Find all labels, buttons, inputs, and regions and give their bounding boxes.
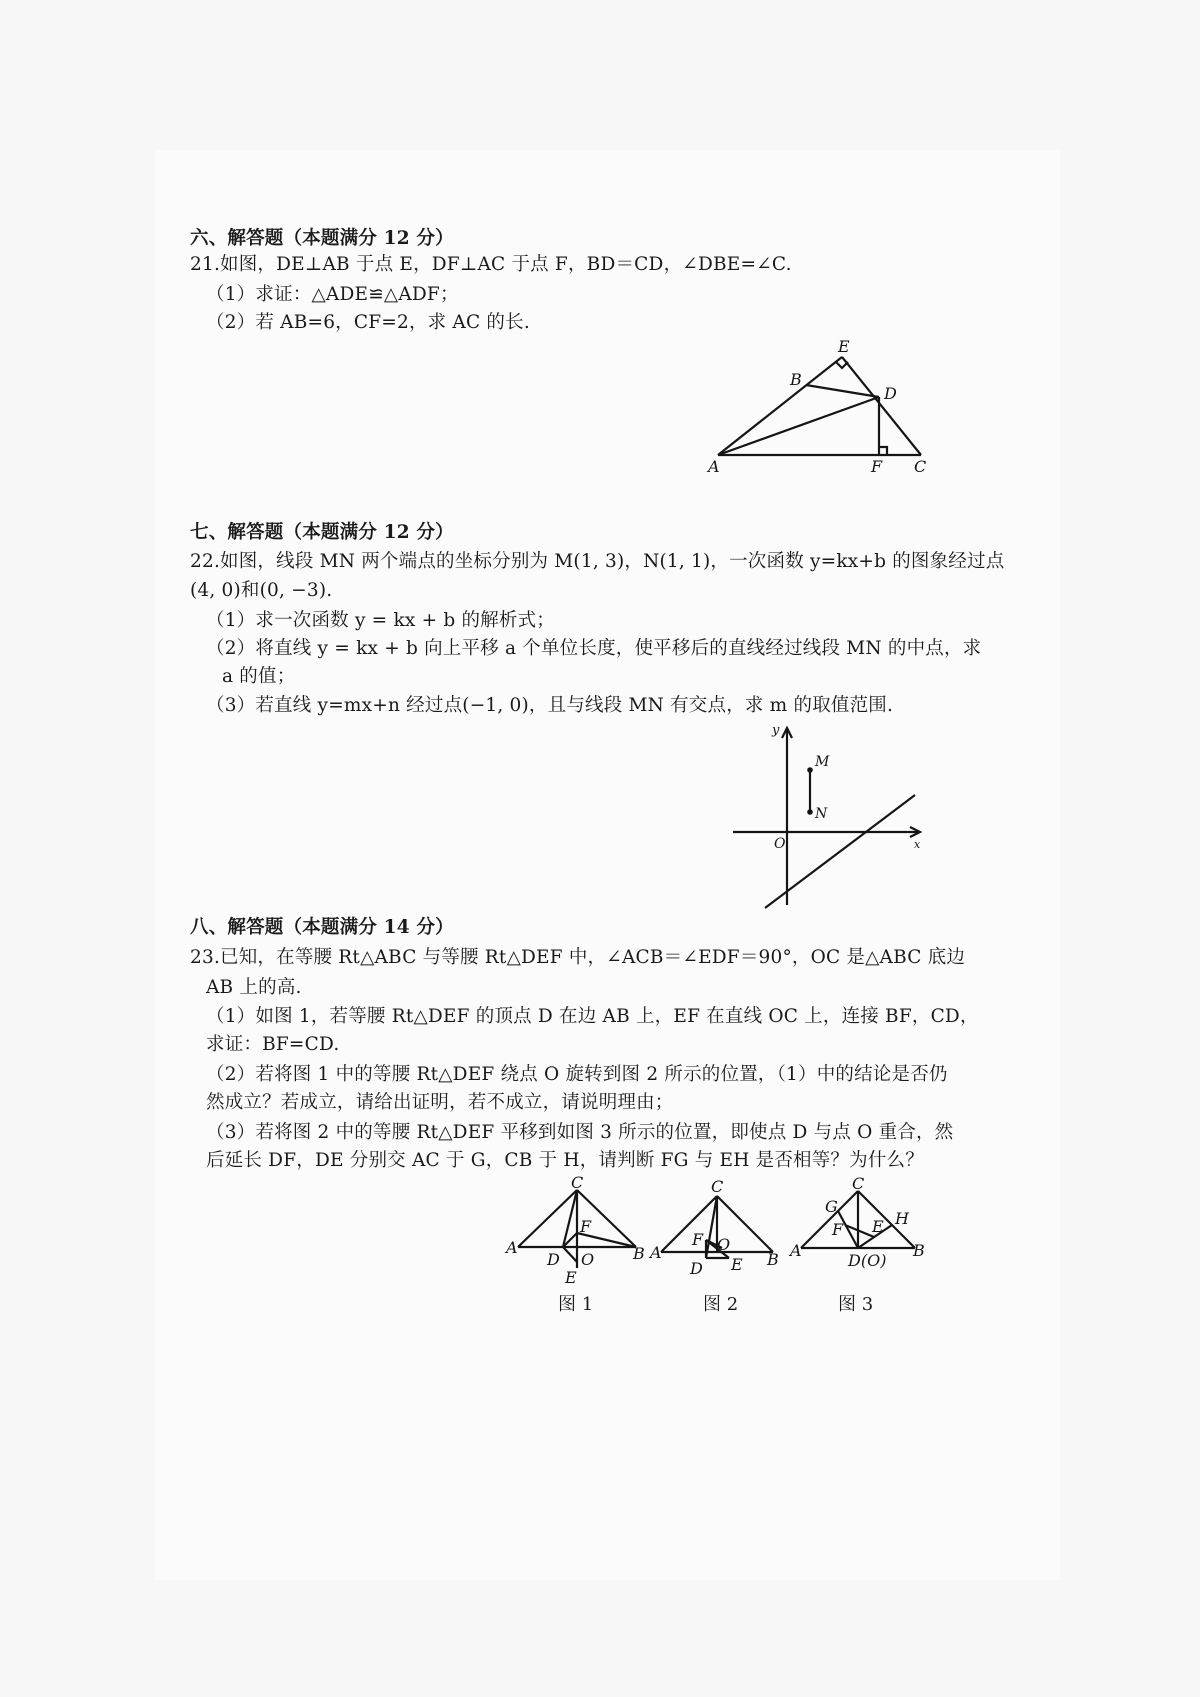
fig2-label-C: C (711, 1177, 724, 1196)
q23-figure-2-caption: 图 2 (703, 1294, 739, 1315)
section-7-heading: 七、解答题（本题满分 12 分） (190, 522, 454, 543)
section-6-heading: 六、解答题（本题满分 12 分） (190, 228, 454, 249)
q22-part1: （1）求一次函数 y = kx + b 的解析式； (206, 610, 555, 631)
q23-part1-line1: （1）如图 1，若等腰 Rt△DEF 的顶点 D 在边 AB 上，EF 在直线 OC 上，连接 BF，CD， (206, 1006, 979, 1027)
fig1-label-F: F (580, 1217, 592, 1236)
q23-part3-line2: 后延长 DF，DE 分别交 AC 于 G，CB 于 H，请判断 FG 与 EH 是否相等？为什么？ (206, 1150, 924, 1171)
q23-part2-line1: （2）若将图 1 中的等腰 Rt△DEF 绕点 O 旋转到图 2 所示的位置，（1）中的结论是否仍 (206, 1064, 948, 1085)
q22-coordinate-figure (725, 715, 935, 915)
q23-stem-line1: 23.已知，在等腰 Rt△ABC 与等腰 Rt△DEF 中，∠ACB＝∠EDF＝90°，OC 是△ABC 底边 (190, 947, 966, 968)
fig1-label-O: O (581, 1250, 595, 1269)
section-8-heading: 八、解答题（本题满分 14 分） (190, 917, 454, 938)
q21-part1: （1）求证：△ADE≌△ADF； (206, 284, 459, 305)
q21-triangle-figure (700, 330, 950, 480)
fig3-label-A: A (790, 1241, 802, 1260)
fig3-label-C: C (852, 1174, 865, 1193)
label-N: N (815, 806, 828, 822)
q23-part2-line2: 然成立？若成立，请给出证明，若不成立，请说明理由； (206, 1092, 674, 1113)
fig2-label-O: O (717, 1235, 731, 1254)
fig3-label-B: B (913, 1241, 925, 1260)
fig1-label-C: C (571, 1173, 584, 1192)
fig2-label-F: F (692, 1230, 704, 1249)
label-B: B (790, 370, 802, 389)
fig3-label-DO: D(O) (848, 1251, 887, 1270)
q21-stem: 21.如图，DE⊥AB 于点 E，DF⊥AC 于点 F，BD＝CD，∠DBE=∠C. (190, 254, 792, 275)
q23-figure-3 (790, 1175, 935, 1285)
label-x: x (914, 838, 921, 851)
q23-figure-2 (645, 1175, 790, 1285)
label-M: M (815, 754, 830, 770)
fig3-label-F: F (832, 1220, 844, 1239)
fig1-label-D: D (547, 1250, 560, 1269)
label-y: y (772, 723, 780, 738)
fig2-label-B: B (767, 1250, 779, 1269)
q23-figure-1 (500, 1175, 660, 1290)
q23-part1-line2: 求证：BF=CD. (206, 1034, 340, 1055)
label-D: D (884, 384, 897, 403)
label-C: C (914, 457, 927, 476)
fig3-label-H: H (895, 1209, 909, 1228)
label-E: E (838, 337, 850, 356)
q21-part2: （2）若 AB=6，CF=2，求 AC 的长. (206, 312, 530, 333)
fig1-label-E: E (565, 1268, 577, 1287)
label-A: A (708, 457, 720, 476)
q22-part2-line1: （2）将直线 y = kx + b 向上平移 a 个单位长度，使平移后的直线经过线段 MN 的中点，求 (206, 638, 982, 659)
fig1-label-B: B (633, 1244, 645, 1263)
q23-part3-line1: （3）若将图 2 中的等腰 Rt△DEF 平移到如图 3 所示的位置，即使点 D 与点 O 重合，然 (206, 1122, 954, 1143)
q23-stem-line2: AB 上的高. (206, 977, 302, 998)
q22-part3: （3）若直线 y=mx+n 经过点(−1, 0)，且与线段 MN 有交点，求 m 的取值范围. (206, 695, 894, 716)
label-O: O (774, 836, 786, 852)
fig1-label-A: A (506, 1238, 518, 1257)
fig2-label-A: A (650, 1243, 662, 1262)
q22-stem-line1: 22.如图，线段 MN 两个端点的坐标分别为 M(1, 3)，N(1, 1)，一次函数 y=kx+b 的图象经过点 (190, 551, 1005, 572)
q23-figure-1-caption: 图 1 (558, 1294, 594, 1315)
fig3-label-E: E (872, 1217, 884, 1236)
q22-stem-line2: (4, 0)和(0, −3). (190, 580, 333, 601)
q23-figure-3-caption: 图 3 (838, 1294, 874, 1315)
q22-part2-line2: a 的值； (222, 666, 296, 687)
label-F: F (871, 457, 883, 476)
fig3-label-G: G (825, 1197, 838, 1216)
fig2-label-D: D (690, 1259, 703, 1278)
fig2-label-E: E (731, 1255, 743, 1274)
